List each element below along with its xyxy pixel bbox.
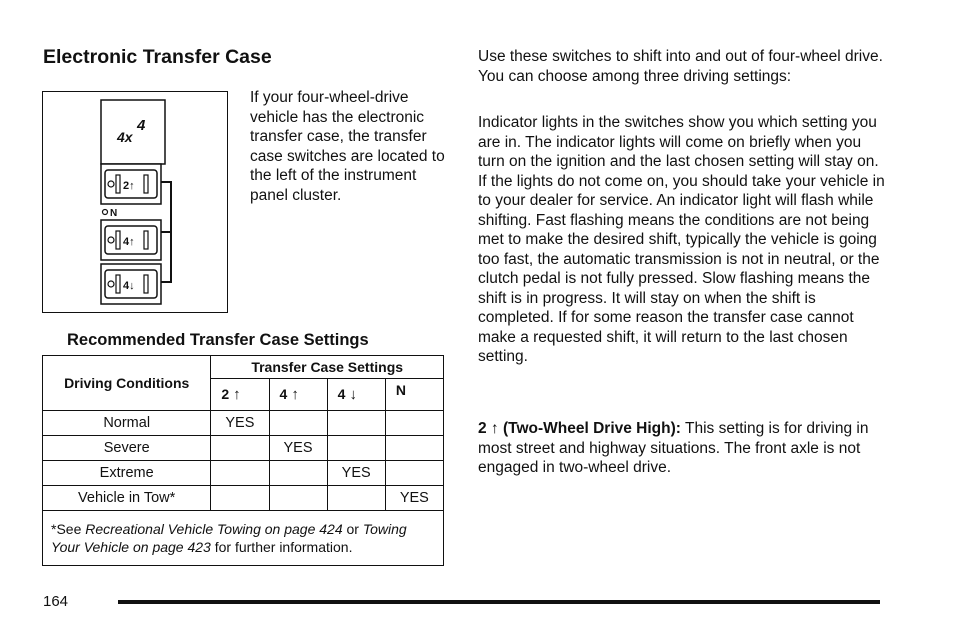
row-cell [211,436,269,461]
switch-4-low [101,264,161,304]
row-condition: Vehicle in Tow* [43,486,211,511]
row-condition: Extreme [43,461,211,486]
header-col-neutral: N [385,379,443,411]
row-cell: YES [385,486,443,511]
svg-text:4↑: 4↑ [123,236,135,248]
paragraph-two-wheel-high: 2 ↑ (Two-Wheel Drive High): This setting is for driving in most street and highway situations. The front axle is not engaged in two-wheel drive. [478,420,869,476]
row-cell [385,411,443,436]
row-cell [385,461,443,486]
paragraph-switch-usage: Use these switches to shift into and out of four-wheel drive. You can choose among three driving settings: [478,48,883,85]
row-cell: YES [327,461,385,486]
transfer-case-switch-figure [42,91,228,313]
row-cell [269,411,327,436]
row-cell [269,461,327,486]
svg-text:2↑: 2↑ [123,180,135,192]
switch-illustration [43,92,226,311]
header-col-4-high: 4 ↑ [269,379,327,411]
header-driving-conditions: Driving Conditions [43,356,211,411]
switch-4-high [101,220,161,260]
footer-rule [118,600,880,604]
switch-2-high [101,164,161,204]
footnote-ref-rv-towing: Recreational Vehicle Towing on page 424 [85,521,343,537]
table-title: Recommended Transfer Case Settings [67,331,369,349]
badge-4x-label: 4x [117,129,133,145]
row-cell [269,486,327,511]
neutral-indicator [103,208,118,219]
row-condition: Severe [43,436,211,461]
table-footnote: *See Recreational Vehicle Towing on page 424 or Towing Your Vehicle on page 423 for further information. [43,511,444,566]
row-condition: Normal [43,411,211,436]
footnote-ref-towing-vehicle: Towing Your Vehicle on page 423 [51,521,407,555]
section-title: Electronic Transfer Case [43,46,272,68]
row-cell [327,436,385,461]
transfer-case-settings-table [42,355,444,566]
svg-text:N: N [110,208,118,219]
intro-paragraph: If your four-wheel-drive vehicle has the electronic transfer case, the transfer case switches are located to the left of the instrument panel cluster. [250,89,445,204]
row-cell [327,411,385,436]
table-row [43,411,444,436]
table-row [43,461,444,486]
header-col-4-low: 4 ↓ [327,379,385,411]
row-cell [211,461,269,486]
badge-4-top-label: 4 [137,117,146,134]
row-cell: YES [211,411,269,436]
row-cell [211,486,269,511]
svg-text:4↓: 4↓ [123,280,135,292]
row-cell [327,486,385,511]
page-number: 164 [43,593,69,610]
row-cell [385,436,443,461]
paragraph-indicator-lights: Indicator lights in the switches show you which setting you are in. The indicator lights will come on briefly when you turn on the ignition and the last chosen setting will stay on. If the lights do not come on, you should take your vehicle in to your dealer for service. An indicator light will flash while shifting. Fast flashing means the conditions are not being met to make the desired shift, typically the vehicle is going too fast, the automatic transmission is not in neutral, or the clutch pedal is not fully pressed. Slow flashing means the shift is in progress. It will stay on when the shift is completed. If for some reason the transfer case cannot make a requested shift, it will return to the last chosen setting. [478,114,885,365]
table-row [43,486,444,511]
two-wheel-high-label: 2 ↑ (Two-Wheel Drive High): [478,420,681,437]
header-transfer-case-settings: Transfer Case Settings [211,356,444,379]
table-row [43,436,444,461]
row-cell: YES [269,436,327,461]
header-col-2-high: 2 ↑ [211,379,269,411]
